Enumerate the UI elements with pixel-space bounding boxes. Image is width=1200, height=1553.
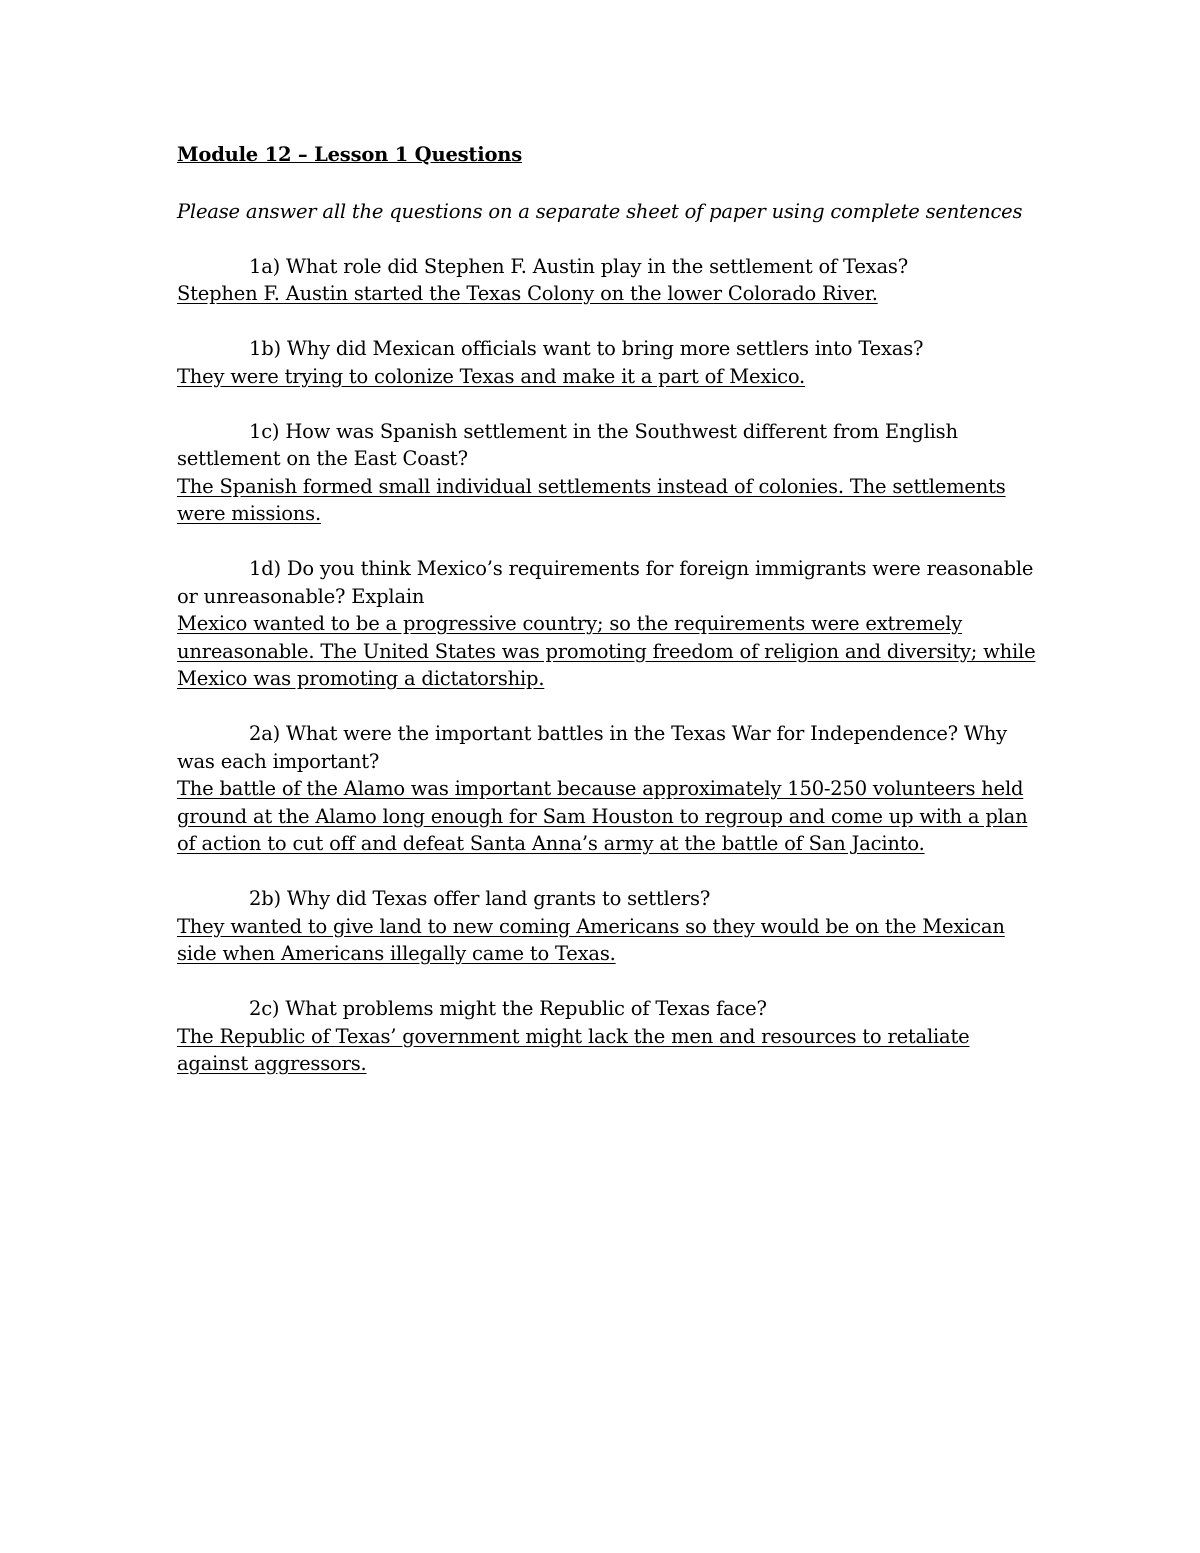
question-block-2a — [177, 720, 1037, 858]
document-body — [177, 140, 1037, 1105]
answer-text: The Spanish formed small individual settlements instead of colonies. The settlements were missions. — [177, 474, 1006, 525]
question-text: 1a) What role did Stephen F. Austin play in the settlement of Texas? — [249, 254, 908, 278]
question-block-1a — [177, 253, 1037, 308]
answer-text: They wanted to give land to new coming Americans so they would be on the Mexican side when Americans illegally came to Texas. — [177, 914, 1005, 965]
question-text: 1c) How was Spanish settlement in the Southwest different from English settlement on the East Coast? — [177, 419, 958, 470]
question-block-1d — [177, 555, 1037, 693]
answer-text: The battle of the Alamo was important because approximately 150-250 volunteers held ground at the Alamo long enough for Sam Houston to regroup and come up with a plan of action to cut off and defeat Santa Anna’s army at the battle of San Jacinto. — [177, 777, 1028, 855]
question-block-1b — [177, 335, 1037, 390]
answer-text: They were trying to colonize Texas and make it a part of Mexico. — [177, 364, 806, 388]
question-block-2c — [177, 995, 1037, 1078]
question-text: 2a) What were the important battles in the Texas War for Independence? Why was each important? — [177, 722, 1007, 773]
question-text: 1d) Do you think Mexico’s requirements for foreign immigrants were reasonable or unreasonable? Explain — [177, 557, 1034, 608]
instructions-text: Please answer all the questions on a separate sheet of paper using complete sentences — [177, 199, 1023, 223]
answer-text: Stephen F. Austin started the Texas Colony on the lower Colorado River. — [177, 282, 878, 305]
question-text: 2b) Why did Texas offer land grants to settlers? — [249, 887, 711, 910]
answer-text: The Republic of Texas’ government might lack the men and resources to retaliate against aggressors. — [177, 1024, 970, 1075]
question-block-1c — [177, 418, 1037, 528]
document-title: Module 12 – Lesson 1 Questions — [177, 143, 523, 166]
question-text: 1b) Why did Mexican officials want to bring more settlers into Texas? — [249, 337, 924, 360]
question-text: 2c) What problems might the Republic of Texas face? — [249, 997, 767, 1020]
answer-text: Mexico wanted to be a progressive country; so the requirements were extremely unreasonable. The United States was promoting freedom of religion and diversity; while Mexico was promoting a dictatorship. — [177, 612, 1036, 690]
question-block-2b — [177, 885, 1037, 968]
